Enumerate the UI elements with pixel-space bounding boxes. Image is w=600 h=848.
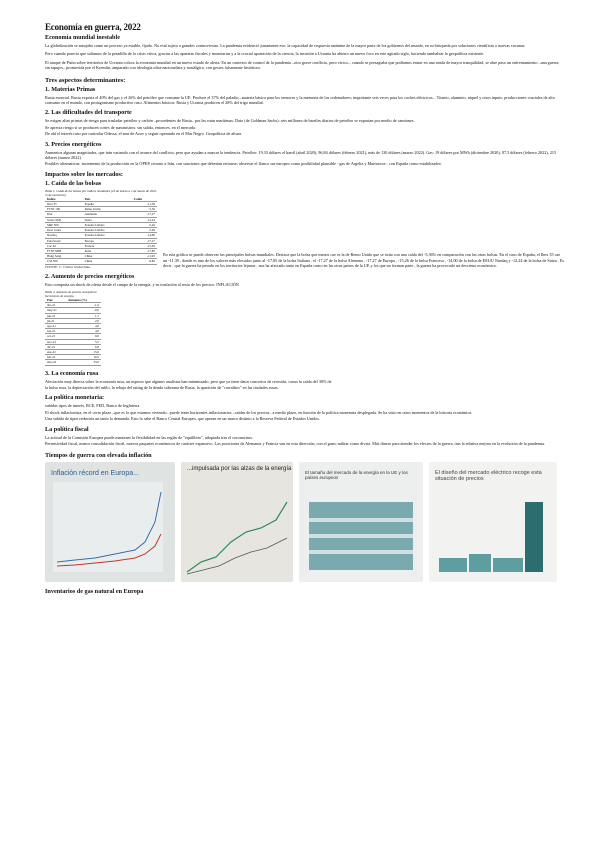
paragraph: Se exigen altas primas de riesgo para trasladar petróleo y carbón –procedentes de Rusia– por las rutas marítimas. Dato (de Goldman Sachs): seis millones de barriles diarios de petróleo se exportan por medio de camiones.	[45, 118, 415, 124]
table-cell: España	[83, 202, 132, 207]
table-cell: -17,27	[132, 238, 157, 243]
subheading-russian-economy: 3. La economía rusa	[45, 369, 99, 377]
table-cell: jul-21	[45, 318, 66, 323]
stock-index-table	[45, 197, 157, 265]
table-cell: 15,0	[66, 349, 101, 354]
table-cell: Hang Seng	[45, 254, 83, 259]
table-cell: ene-22	[45, 349, 66, 354]
table-cell: -0,6	[66, 308, 101, 313]
table-cell: mar-22	[45, 360, 66, 365]
table-cell: 33,0	[66, 360, 101, 365]
subheading-raw-materials: 1. Materias Primas	[45, 85, 96, 93]
subheading-war-inflation: Tiempos de guerra con elevada inflación	[45, 452, 152, 460]
energy-price-table	[45, 298, 101, 366]
photo-title: ...impulsada por las alzas de la energía	[187, 466, 292, 473]
table-cell: -5,36	[132, 207, 157, 212]
paragraph: El ataque de Putin sobre territorios de Ucrania coloca la economía mundial en un nuevo estado de alerta. En un contexto de control de la pandemia –otro grave conflicto, pero vírico–, cuando se presagiaba que podíamos entrar en una senda de mayor tranquilidad, se abre paso un enfrentamiento –una guerra, sin tapujos– promovida por el Kremlin, amparado con ideología ultra-nacionalista y nostálgico, con gestos falsamente históricos.	[45, 59, 560, 71]
table-cell: 6,8	[66, 344, 101, 349]
table-cell: feb-22	[45, 355, 66, 360]
table-cell: -17,27	[132, 212, 157, 217]
subheading-transport: 2. Las dificultades del transporte	[45, 109, 132, 117]
table-cell: Alemania	[83, 212, 132, 217]
table-cell: Estados Unidos	[83, 228, 132, 233]
table-cell: Europa	[83, 238, 132, 243]
photo-title: El diseño del mercado eléctrico recoge esta situación de precios	[435, 470, 542, 483]
document-page	[45, 22, 565, 597]
table-caption: Tabla 2. Aumento de precios energéticos Incremento de energía	[45, 289, 97, 298]
table-cell: -9,82	[132, 259, 157, 264]
paragraph: La globalización se antojaba como un proceso ya estable, fijado. No está sujeto a grandes controversias. La pandemia evidenció justamente eso: la capacidad de respuesta unánime de la mayor parte de los gobiernos del mundo, en su búsqueda por soluciones científicas o nuevas vacunas.	[45, 43, 526, 48]
table-cell: ago-21	[45, 323, 66, 328]
table-cell: FTSE MIB	[45, 248, 83, 253]
table-cell: EuroStoxx	[45, 238, 83, 243]
table-cell: S&P 500	[45, 222, 83, 227]
subheading-fiscal-policy: La política fiscal	[45, 425, 89, 433]
photo-title: El tamaño del mercado de la energía en la UE y los países europeos	[305, 470, 408, 481]
paragraph: subidas tipos de interés, BCE, FED, Banco de Inglaterra	[45, 403, 140, 409]
paragraph: la bolsa rusa, la depreciación del rublo, la rebaja del rating de la deuda soberana de Rusia, la aparición de "corralitos" en las ciudades rusas.	[45, 384, 279, 390]
table-header-cell: Aumento (%)	[66, 298, 101, 303]
table-header-cell: País	[83, 197, 132, 202]
table-row	[45, 360, 101, 365]
table-cell: Francia	[83, 243, 132, 248]
table-cell: 9,0	[66, 334, 101, 339]
table-cell: FTSE 100	[45, 207, 83, 212]
energy-market-photo	[299, 462, 423, 582]
subheading-monetary-policy: La política monetaria:	[45, 394, 105, 402]
table-caption: Tabla 1. Caída de las bolsas por índices mundiales (16 de marzo a 1 de marzo de 2022, % de variación)	[45, 188, 157, 197]
section-heading-markets: Impactos sobre los mercados:	[45, 170, 123, 178]
subheading-energy-increase: 2. Aumento de precios energéticos	[45, 272, 135, 280]
energy-line-graphic	[181, 462, 293, 582]
table-cell: Estados Unidos	[83, 222, 132, 227]
table-cell: jun-21	[45, 313, 66, 318]
paragraph: Permisividad fiscal, menor consolidación fiscal, nuevos paquetes económicos de carácter expansivo. Las posiciones de Alemania y Francia van en esta dirección, con el gasto militar como divisa. Más dinero para atender los efectos de la guerra, tras la relativa mejora en la evolución de la pandemia.	[45, 441, 545, 446]
paragraph: Esto comporta un shock de oferta desde el campo de la energía, y su traslación al resto de los precios: INFLACIÓN	[45, 281, 239, 287]
table-source: FUENTE: C. Crónica Global Data.	[45, 264, 91, 269]
table-cell: nov-21	[45, 339, 66, 344]
paragraph: Afectación muy directa sobre la economía rusa, un aspecto que algunos analistas han minimizado, pero que ya tiene datos concretos de recesión, como la caída del 30% de	[45, 378, 332, 384]
paragraph: Se aprecia riesgo si se producen cortes de suministros: sin salida, entonces, en el mercado.	[45, 124, 197, 130]
table-header-cell: Índice	[45, 197, 83, 202]
table-cell: -14,00	[132, 233, 157, 238]
inflation-photo	[45, 462, 175, 582]
photo-row	[45, 462, 565, 582]
table-cell: -12,24	[132, 217, 157, 222]
table-cell: dic-21	[45, 344, 66, 349]
paragraph: El shock inflacionista, en el corto plazo –que es lo que estamos viviendo– puede tener horizontes inflacionarios –caídas de los precios– a medio plazo, en función de la política monetaria desplegada. Se ha visto en otros momentos de la historia económica.	[45, 409, 473, 415]
table-cell: 16,5	[66, 355, 101, 360]
table-cell: 2,0	[66, 318, 101, 323]
table-cell: may-21	[45, 308, 66, 313]
table-cell: Dax	[45, 212, 83, 217]
table-cell: China	[83, 254, 132, 259]
table-cell: oct-21	[45, 334, 66, 339]
section-heading-aspects: Tres aspectos determinantes:	[45, 76, 126, 84]
table-cell: Dow Jones	[45, 228, 83, 233]
table-cell: Cac 40	[45, 243, 83, 248]
energy-photo	[181, 462, 293, 582]
table-cell: Swiss SMI	[45, 217, 83, 222]
table-cell: Nasdaq	[45, 233, 83, 238]
table-cell: sep-21	[45, 329, 66, 334]
subheading-stock-fall: 1. Caída de las bolsas	[45, 179, 102, 187]
table-cell: 4,0	[66, 329, 101, 334]
paragraph: Posibles alternativas: incremento de la producción en la OPEP, retorno a Irán, con sanciones que deberían retirarse; observar el flanco sur europeo como posibilidad plausible - gas de Argelia y Marruecos-, con España como estabilizador.	[45, 161, 442, 167]
section-heading-economy: Economía mundial inestable	[45, 34, 120, 41]
paragraph: Aumentos algunas magnitudes, que irán variando con el avance del conflicto, pero que ayudan a marcar la tendencia. Petróleo: 19,33 dólares el barril (abril 2020), 96,84 dólares (febrero 2021), más de 130 dólares (marzo 2022). Gas: 19 dólares por MWh (diciembre 2020), 87,5 dólares (febrero 2022), 215 dólares (marzo 2022).	[45, 149, 557, 161]
photo-title: Inflación récord en Europa...	[51, 470, 139, 478]
table-cell: 1,7	[66, 313, 101, 318]
paragraph: Rusia esencial. Rusia exporta el 40% del gas y el 26% del petróleo que consume la UE. Produce el 37% del paladio –materia básica para los sensores y la memoria de los ordenadores; importante seis veces para los coches eléctricos–. Titanio, aluminio, níquel y otros inputs: producciones cruciales de alto consumo en el mundo, con protagonismo productivo ruso. Alimentos básicos: Rusia y Ucrania producen el 28% del trigo mundial.	[45, 94, 555, 106]
table-cell: -5,49	[132, 228, 157, 233]
table-cell: abr-21	[45, 303, 66, 308]
table-row	[45, 259, 157, 264]
table-cell: -15,26	[132, 243, 157, 248]
table-cell: 4,0	[66, 323, 101, 328]
table-cell: 5,5	[66, 339, 101, 344]
table-cell: -1,6	[66, 303, 101, 308]
table-header-cell: Caída	[132, 197, 157, 202]
paragraph: En esta gráfica se puede observar las principales bolsas mundiales. Destaca que la bolsa que menos cae es la de Reino Unido que se sitúa con una caída del -5,36% en comparación con las otras bolsas. En el caso de España, el Ibex 35 cae un -11,39 , donde es uno de los valores más elevados junto al -17,85 de la bolsa Italiana , el -17,27 de la bolsa Alemana , -17,27 de Europa , -15,26 de la bolsa Francesa , -14,00 de la bolsa de EEUU Nasdaq y -12,24 de la bolsa de Suiza . Es decir , que la guerra ha pesado en los territorios lejanos , nos ha afectado tanto en España como en las otras países de la UE y los que no forman parte , la guerra ha provocado un descenso económico.	[163, 252, 565, 269]
inflation-line-graphic	[45, 462, 175, 582]
table-cell: -5,26	[132, 222, 157, 227]
table-cell: CSI 300	[45, 259, 83, 264]
table-cell: Suiza	[83, 217, 132, 222]
paragraph: De ahí el interés ruso por controlar Odessa, el mar de Azov y seguir operando en el Mar Negro. Geopolítica de altura.	[45, 131, 242, 137]
market-bars-graphic	[299, 462, 423, 582]
paragraph: La actitud de la Comisión Europea puede mantener la flexibilidad en las reglas de "equilibrio", adoptada tras el coronavirus.	[45, 434, 254, 440]
paragraph: Pero cuando parecía que salíamos de la pesadilla de la crisis vírica, gracias a las apuestas fiscales y monetarias y a la crucial aportación de la ciencia, la invasión a Ucrania ha abierto un nuevo foco en este agitado siglo, haciendo tambalear la geopolítica existente.	[45, 51, 485, 57]
table-cell: -17,85	[132, 248, 157, 253]
table-cell: -11,93	[132, 254, 157, 259]
subheading-gas-inventory: Inventarios de gas natural en Europa	[45, 588, 144, 596]
page-title: Economía en guerra, 2022	[45, 22, 141, 32]
table-cell: Ibex 35	[45, 202, 83, 207]
paragraph: Una subida de tipos reduciría un tanto la demanda. Esto lo sabe el Banco Central Europeo, que operan en un marco distinto a la Reserva Federal de Estados Unidos.	[45, 416, 321, 422]
table-cell: China	[83, 259, 132, 264]
subheading-energy-prices: 3. Precios energéticos	[45, 140, 102, 148]
table-cell: Estados Unidos	[83, 233, 132, 238]
table-header-cell: País	[45, 298, 66, 303]
electricity-photo	[429, 462, 557, 582]
table-cell: Italia	[83, 248, 132, 253]
table-cell: Reino Unido	[83, 207, 132, 212]
table-cell: -11,39	[132, 202, 157, 207]
